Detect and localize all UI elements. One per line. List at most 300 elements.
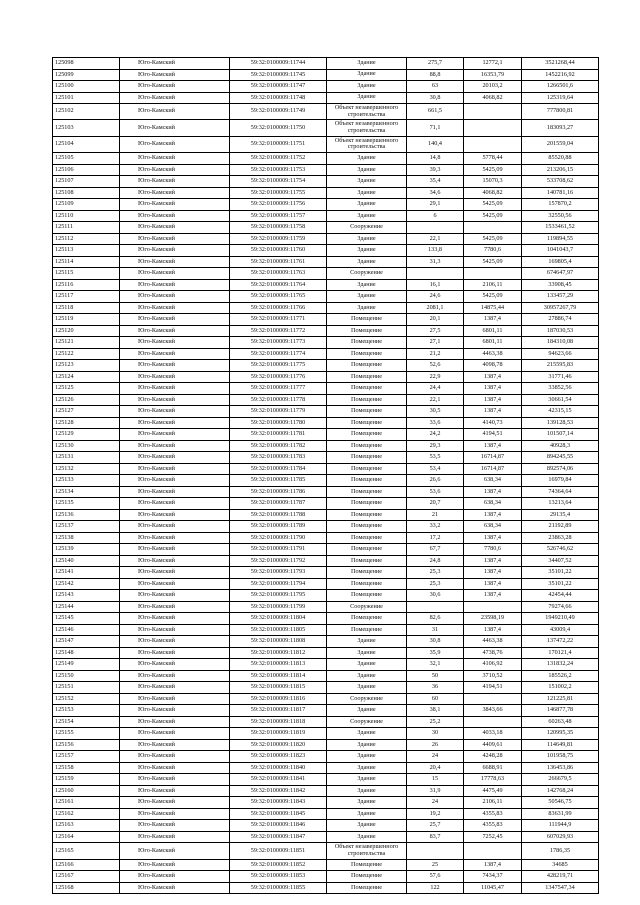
table-row xyxy=(53,268,599,280)
district-cell: Юго-Камский xyxy=(120,210,230,222)
unit-rate-cell: 1387,4 xyxy=(464,394,522,406)
object-type-cell: Помещение xyxy=(327,521,407,533)
cadastral-number-cell: 59:32:0100009:11780 xyxy=(230,417,327,429)
object-type-cell: Здание xyxy=(327,245,407,257)
row-id-cell: 125156 xyxy=(53,739,120,751)
district-cell: Юго-Камский xyxy=(120,613,230,625)
district-cell: Юго-Камский xyxy=(120,245,230,257)
object-type-cell: Помещение xyxy=(327,360,407,372)
area-cell: 53,4 xyxy=(407,463,464,475)
table-row xyxy=(53,81,599,93)
district-cell: Юго-Камский xyxy=(120,716,230,728)
area-cell: 140,4 xyxy=(407,136,464,152)
cadastral-number-cell: 59:32:0100009:11753 xyxy=(230,164,327,176)
cadastral-number-cell: 59:32:0100009:11759 xyxy=(230,233,327,245)
row-id-cell: 125167 xyxy=(53,871,120,883)
area-cell: 25,3 xyxy=(407,567,464,579)
area-cell: 122 xyxy=(407,882,464,894)
cadastral-number-cell: 59:32:0100009:11819 xyxy=(230,728,327,740)
table-row xyxy=(53,104,599,120)
unit-rate-cell: 5425,09 xyxy=(464,233,522,245)
unit-rate-cell: 15070,3 xyxy=(464,176,522,188)
cadastral-value-cell: 674647,97 xyxy=(522,268,599,280)
table-row xyxy=(53,544,599,556)
district-cell: Юго-Камский xyxy=(120,808,230,820)
row-id-cell: 125155 xyxy=(53,728,120,740)
object-type-cell: Помещение xyxy=(327,383,407,395)
area-cell: 20,7 xyxy=(407,498,464,510)
row-id-cell: 125146 xyxy=(53,624,120,636)
cadastral-number-cell: 59:32:0100009:11840 xyxy=(230,762,327,774)
cadastral-number-cell: 59:32:0100009:11853 xyxy=(230,871,327,883)
cadastral-value-cell: 94623,66 xyxy=(522,348,599,360)
table-row xyxy=(53,452,599,464)
cadastral-number-cell: 59:32:0100009:11790 xyxy=(230,532,327,544)
area-cell: 20,1 xyxy=(407,314,464,326)
cadastral-number-cell: 59:32:0100009:11852 xyxy=(230,859,327,871)
area-cell: 52,6 xyxy=(407,360,464,372)
cadastral-value-cell: 111944,9 xyxy=(522,820,599,832)
object-type-cell: Помещение xyxy=(327,859,407,871)
object-type-cell: Здание xyxy=(327,153,407,165)
table-row xyxy=(53,555,599,567)
cadastral-number-cell: 59:32:0100009:11745 xyxy=(230,69,327,81)
object-type-cell: Здание xyxy=(327,728,407,740)
row-id-cell: 125100 xyxy=(53,81,120,93)
table-row xyxy=(53,383,599,395)
unit-rate-cell: 17778,63 xyxy=(464,774,522,786)
cadastral-number-cell: 59:32:0100009:11816 xyxy=(230,693,327,705)
table-row xyxy=(53,762,599,774)
unit-rate-cell: 5778,44 xyxy=(464,153,522,165)
cadastral-number-cell: 59:32:0100009:11851 xyxy=(230,843,327,859)
cadastral-number-cell: 59:32:0100009:11774 xyxy=(230,348,327,360)
object-type-cell: Помещение xyxy=(327,532,407,544)
object-type-cell: Здание xyxy=(327,647,407,659)
cadastral-number-cell: 59:32:0100009:11787 xyxy=(230,498,327,510)
cadastral-value-cell: 30957267,79 xyxy=(522,302,599,314)
area-cell: 71,1 xyxy=(407,120,464,136)
row-id-cell: 125130 xyxy=(53,440,120,452)
object-type-cell: Помещение xyxy=(327,624,407,636)
area-cell: 25 xyxy=(407,859,464,871)
area-cell: 30 xyxy=(407,728,464,740)
unit-rate-cell: 6688,91 xyxy=(464,762,522,774)
district-cell: Юго-Камский xyxy=(120,153,230,165)
row-id-cell: 125129 xyxy=(53,429,120,441)
table-row xyxy=(53,348,599,360)
unit-rate-cell: 1387,4 xyxy=(464,555,522,567)
district-cell: Юго-Камский xyxy=(120,187,230,199)
unit-rate-cell: 638,34 xyxy=(464,521,522,533)
area-cell: 82,6 xyxy=(407,613,464,625)
cadastral-number-cell: 59:32:0100009:11744 xyxy=(230,58,327,70)
cadastral-value-cell: 607029,93 xyxy=(522,831,599,843)
row-id-cell: 125141 xyxy=(53,567,120,579)
object-type-cell: Сооружение xyxy=(327,716,407,728)
area-cell: 35,9 xyxy=(407,647,464,659)
cadastral-number-cell: 59:32:0100009:11789 xyxy=(230,521,327,533)
area-cell: 33,2 xyxy=(407,521,464,533)
cadastral-number-cell: 59:32:0100009:11805 xyxy=(230,624,327,636)
cadastral-number-cell: 59:32:0100009:11752 xyxy=(230,153,327,165)
unit-rate-cell: 7780,6 xyxy=(464,245,522,257)
row-id-cell: 125124 xyxy=(53,371,120,383)
object-type-cell: Помещение xyxy=(327,590,407,602)
row-id-cell: 125134 xyxy=(53,486,120,498)
cadastral-value-cell: 185526,2 xyxy=(522,670,599,682)
district-cell: Юго-Камский xyxy=(120,314,230,326)
table-row xyxy=(53,820,599,832)
object-type-cell: Здание xyxy=(327,69,407,81)
district-cell: Юго-Камский xyxy=(120,774,230,786)
district-cell: Юго-Камский xyxy=(120,348,230,360)
district-cell: Юго-Камский xyxy=(120,521,230,533)
unit-rate-cell: 16714,87 xyxy=(464,463,522,475)
row-id-cell: 125110 xyxy=(53,210,120,222)
district-cell: Юго-Камский xyxy=(120,636,230,648)
object-type-cell: Здание xyxy=(327,302,407,314)
cadastral-value-cell: 183093,27 xyxy=(522,120,599,136)
row-id-cell: 125144 xyxy=(53,601,120,613)
unit-rate-cell: 4194,51 xyxy=(464,682,522,694)
table-row xyxy=(53,831,599,843)
table-row xyxy=(53,136,599,152)
district-cell: Юго-Камский xyxy=(120,670,230,682)
unit-rate-cell: 4355,83 xyxy=(464,820,522,832)
object-type-cell: Здание xyxy=(327,751,407,763)
cadastral-number-cell: 59:32:0100009:11748 xyxy=(230,92,327,104)
object-type-cell: Помещение xyxy=(327,429,407,441)
unit-rate-cell: 20103,2 xyxy=(464,81,522,93)
area-cell: 63 xyxy=(407,81,464,93)
cadastral-value-cell: 533708,62 xyxy=(522,176,599,188)
unit-rate-cell xyxy=(464,843,522,859)
area-cell: 35,4 xyxy=(407,176,464,188)
district-cell: Юго-Камский xyxy=(120,69,230,81)
row-id-cell: 125114 xyxy=(53,256,120,268)
cadastral-value-cell: 1266501,6 xyxy=(522,81,599,93)
object-type-cell: Сооружение xyxy=(327,693,407,705)
cadastral-value-cell: 151002,2 xyxy=(522,682,599,694)
table-row xyxy=(53,256,599,268)
object-type-cell: Помещение xyxy=(327,406,407,418)
district-cell: Юго-Камский xyxy=(120,164,230,176)
table-row xyxy=(53,498,599,510)
table-row xyxy=(53,69,599,81)
area-cell: 24,8 xyxy=(407,555,464,567)
unit-rate-cell: 1387,4 xyxy=(464,440,522,452)
unit-rate-cell: 1387,4 xyxy=(464,590,522,602)
unit-rate-cell: 6801,11 xyxy=(464,325,522,337)
object-type-cell: Помещение xyxy=(327,348,407,360)
cadastral-number-cell: 59:32:0100009:11845 xyxy=(230,808,327,820)
object-type-cell: Помещение xyxy=(327,475,407,487)
unit-rate-cell: 4068,82 xyxy=(464,92,522,104)
unit-rate-cell: 4068,82 xyxy=(464,187,522,199)
area-cell: 31,9 xyxy=(407,785,464,797)
object-type-cell: Помещение xyxy=(327,882,407,894)
cadastral-number-cell: 59:32:0100009:11773 xyxy=(230,337,327,349)
district-cell: Юго-Камский xyxy=(120,394,230,406)
row-id-cell: 125101 xyxy=(53,92,120,104)
table-row xyxy=(53,590,599,602)
object-type-cell: Помещение xyxy=(327,463,407,475)
row-id-cell: 125150 xyxy=(53,670,120,682)
cadastral-value-cell: 32550,56 xyxy=(522,210,599,222)
table-row xyxy=(53,859,599,871)
cadastral-value-cell: 3521268,44 xyxy=(522,58,599,70)
district-cell: Юго-Камский xyxy=(120,92,230,104)
district-cell: Юго-Камский xyxy=(120,659,230,671)
district-cell: Юго-Камский xyxy=(120,590,230,602)
row-id-cell: 125153 xyxy=(53,705,120,717)
unit-rate-cell: 1387,4 xyxy=(464,314,522,326)
area-cell: 27,5 xyxy=(407,325,464,337)
district-cell: Юго-Камский xyxy=(120,136,230,152)
cadastral-value-cell: 101958,75 xyxy=(522,751,599,763)
table-row xyxy=(53,176,599,188)
cadastral-number-cell: 59:32:0100009:11757 xyxy=(230,210,327,222)
cadastral-number-cell: 59:32:0100009:11781 xyxy=(230,429,327,441)
unit-rate-cell: 4463,38 xyxy=(464,636,522,648)
cadastral-value-cell: 125319,64 xyxy=(522,92,599,104)
table-row xyxy=(53,417,599,429)
area-cell xyxy=(407,601,464,613)
unit-rate-cell: 1387,4 xyxy=(464,383,522,395)
cadastral-value-cell: 23863,28 xyxy=(522,532,599,544)
object-type-cell: Здание xyxy=(327,670,407,682)
area-cell: 24,2 xyxy=(407,429,464,441)
cadastral-value-cell: 74364,64 xyxy=(522,486,599,498)
district-cell: Юго-Камский xyxy=(120,882,230,894)
cadastral-value-cell: 21192,89 xyxy=(522,521,599,533)
object-type-cell: Здание xyxy=(327,659,407,671)
district-cell: Юго-Камский xyxy=(120,859,230,871)
row-id-cell: 125127 xyxy=(53,406,120,418)
unit-rate-cell: 1387,4 xyxy=(464,859,522,871)
object-type-cell: Здание xyxy=(327,739,407,751)
district-cell: Юго-Камский xyxy=(120,199,230,211)
cadastral-number-cell: 59:32:0100009:11792 xyxy=(230,555,327,567)
property-table xyxy=(52,57,599,894)
district-cell: Юго-Камский xyxy=(120,268,230,280)
table-row xyxy=(53,659,599,671)
unit-rate-cell xyxy=(464,268,522,280)
row-id-cell: 125099 xyxy=(53,69,120,81)
object-type-cell: Помещение xyxy=(327,578,407,590)
area-cell: 34,6 xyxy=(407,187,464,199)
cadastral-value-cell: 119894,55 xyxy=(522,233,599,245)
table-row xyxy=(53,429,599,441)
table-row xyxy=(53,58,599,70)
row-id-cell: 125119 xyxy=(53,314,120,326)
row-id-cell: 125151 xyxy=(53,682,120,694)
row-id-cell: 125143 xyxy=(53,590,120,602)
row-id-cell: 125131 xyxy=(53,452,120,464)
district-cell: Юго-Камский xyxy=(120,360,230,372)
cadastral-value-cell: 137472,22 xyxy=(522,636,599,648)
district-cell: Юго-Камский xyxy=(120,532,230,544)
row-id-cell: 125136 xyxy=(53,509,120,521)
table-row xyxy=(53,164,599,176)
table-row xyxy=(53,716,599,728)
district-cell: Юго-Камский xyxy=(120,383,230,395)
cadastral-value-cell: 31771,46 xyxy=(522,371,599,383)
district-cell: Юго-Камский xyxy=(120,871,230,883)
cadastral-value-cell: 146877,78 xyxy=(522,705,599,717)
unit-rate-cell: 4106,92 xyxy=(464,659,522,671)
table-row xyxy=(53,486,599,498)
cadastral-number-cell: 59:32:0100009:11749 xyxy=(230,104,327,120)
row-id-cell: 125142 xyxy=(53,578,120,590)
unit-rate-cell: 1387,4 xyxy=(464,509,522,521)
unit-rate-cell: 1387,4 xyxy=(464,578,522,590)
object-type-cell: Помещение xyxy=(327,371,407,383)
area-cell: 27,1 xyxy=(407,337,464,349)
object-type-cell: Помещение xyxy=(327,544,407,556)
row-id-cell: 125113 xyxy=(53,245,120,257)
unit-rate-cell: 638,34 xyxy=(464,475,522,487)
district-cell: Юго-Камский xyxy=(120,486,230,498)
table-row xyxy=(53,153,599,165)
cadastral-number-cell: 59:32:0100009:11771 xyxy=(230,314,327,326)
table-row xyxy=(53,647,599,659)
table-row xyxy=(53,371,599,383)
object-type-cell: Помещение xyxy=(327,417,407,429)
area-cell: 21,2 xyxy=(407,348,464,360)
cadastral-value-cell: 1041043,7 xyxy=(522,245,599,257)
district-cell: Юго-Камский xyxy=(120,417,230,429)
unit-rate-cell: 6801,11 xyxy=(464,337,522,349)
cadastral-number-cell: 59:32:0100009:11764 xyxy=(230,279,327,291)
object-type-cell: Сооружение xyxy=(327,601,407,613)
cadastral-value-cell: 1786,35 xyxy=(522,843,599,859)
cadastral-value-cell: 13213,64 xyxy=(522,498,599,510)
unit-rate-cell: 5425,09 xyxy=(464,291,522,303)
area-cell: 60 xyxy=(407,693,464,705)
unit-rate-cell: 4355,83 xyxy=(464,808,522,820)
cadastral-value-cell: 266679,5 xyxy=(522,774,599,786)
row-id-cell: 125138 xyxy=(53,532,120,544)
table-row xyxy=(53,302,599,314)
cadastral-value-cell: 120995,35 xyxy=(522,728,599,740)
unit-rate-cell: 4738,76 xyxy=(464,647,522,659)
area-cell: 22,1 xyxy=(407,233,464,245)
table-row xyxy=(53,92,599,104)
row-id-cell: 125117 xyxy=(53,291,120,303)
cadastral-value-cell: 1949210,49 xyxy=(522,613,599,625)
cadastral-value-cell: 184310,08 xyxy=(522,337,599,349)
area-cell: 6 xyxy=(407,210,464,222)
row-id-cell: 125098 xyxy=(53,58,120,70)
cadastral-number-cell: 59:32:0100009:11775 xyxy=(230,360,327,372)
unit-rate-cell xyxy=(464,136,522,152)
cadastral-value-cell: 1452216,92 xyxy=(522,69,599,81)
cadastral-number-cell: 59:32:0100009:11784 xyxy=(230,463,327,475)
object-type-cell: Помещение xyxy=(327,314,407,326)
table-row xyxy=(53,291,599,303)
table-row xyxy=(53,843,599,859)
table-row xyxy=(53,705,599,717)
cadastral-number-cell: 59:32:0100009:11815 xyxy=(230,682,327,694)
area-cell: 30,8 xyxy=(407,636,464,648)
row-id-cell: 125152 xyxy=(53,693,120,705)
district-cell: Юго-Камский xyxy=(120,256,230,268)
district-cell: Юго-Камский xyxy=(120,797,230,809)
cadastral-value-cell: 34407,52 xyxy=(522,555,599,567)
cadastral-value-cell: 169805,4 xyxy=(522,256,599,268)
row-id-cell: 125161 xyxy=(53,797,120,809)
cadastral-number-cell: 59:32:0100009:11814 xyxy=(230,670,327,682)
row-id-cell: 125158 xyxy=(53,762,120,774)
table-row xyxy=(53,532,599,544)
unit-rate-cell: 5425,09 xyxy=(464,210,522,222)
row-id-cell: 125105 xyxy=(53,153,120,165)
cadastral-value-cell: 131832,24 xyxy=(522,659,599,671)
object-type-cell: Здание xyxy=(327,256,407,268)
table-row xyxy=(53,440,599,452)
area-cell: 22,9 xyxy=(407,371,464,383)
row-id-cell: 125108 xyxy=(53,187,120,199)
district-cell: Юго-Камский xyxy=(120,291,230,303)
row-id-cell: 125168 xyxy=(53,882,120,894)
unit-rate-cell: 7780,6 xyxy=(464,544,522,556)
area-cell: 30,5 xyxy=(407,406,464,418)
area-cell: 88,8 xyxy=(407,69,464,81)
unit-rate-cell: 3710,52 xyxy=(464,670,522,682)
table-row xyxy=(53,521,599,533)
cadastral-value-cell: 526746,62 xyxy=(522,544,599,556)
table-row xyxy=(53,578,599,590)
cadastral-number-cell: 59:32:0100009:11799 xyxy=(230,601,327,613)
cadastral-number-cell: 59:32:0100009:11813 xyxy=(230,659,327,671)
unit-rate-cell xyxy=(464,120,522,136)
unit-rate-cell: 1387,4 xyxy=(464,406,522,418)
district-cell: Юго-Камский xyxy=(120,682,230,694)
row-id-cell: 125163 xyxy=(53,820,120,832)
unit-rate-cell: 4140,73 xyxy=(464,417,522,429)
object-type-cell: Здание xyxy=(327,291,407,303)
unit-rate-cell xyxy=(464,693,522,705)
cadastral-number-cell: 59:32:0100009:11772 xyxy=(230,325,327,337)
row-id-cell: 125121 xyxy=(53,337,120,349)
cadastral-number-cell: 59:32:0100009:11818 xyxy=(230,716,327,728)
cadastral-value-cell: 42454,44 xyxy=(522,590,599,602)
unit-rate-cell: 16714,87 xyxy=(464,452,522,464)
object-type-cell: Помещение xyxy=(327,440,407,452)
cadastral-number-cell: 59:32:0100009:11794 xyxy=(230,578,327,590)
cadastral-number-cell: 59:32:0100009:11750 xyxy=(230,120,327,136)
area-cell: 26,6 xyxy=(407,475,464,487)
unit-rate-cell: 14875,44 xyxy=(464,302,522,314)
area-cell: 50 xyxy=(407,670,464,682)
object-type-cell: Сооружение xyxy=(327,222,407,234)
object-type-cell: Здание xyxy=(327,820,407,832)
object-type-cell: Здание xyxy=(327,762,407,774)
cadastral-value-cell: 428219,71 xyxy=(522,871,599,883)
cadastral-value-cell: 60263,48 xyxy=(522,716,599,728)
cadastral-value-cell: 777800,81 xyxy=(522,104,599,120)
district-cell: Юго-Камский xyxy=(120,337,230,349)
cadastral-number-cell: 59:32:0100009:11793 xyxy=(230,567,327,579)
table-row xyxy=(53,871,599,883)
table-row xyxy=(53,882,599,894)
cadastral-number-cell: 59:32:0100009:11779 xyxy=(230,406,327,418)
cadastral-value-cell: 29135,4 xyxy=(522,509,599,521)
district-cell: Юго-Камский xyxy=(120,751,230,763)
table-row xyxy=(53,797,599,809)
